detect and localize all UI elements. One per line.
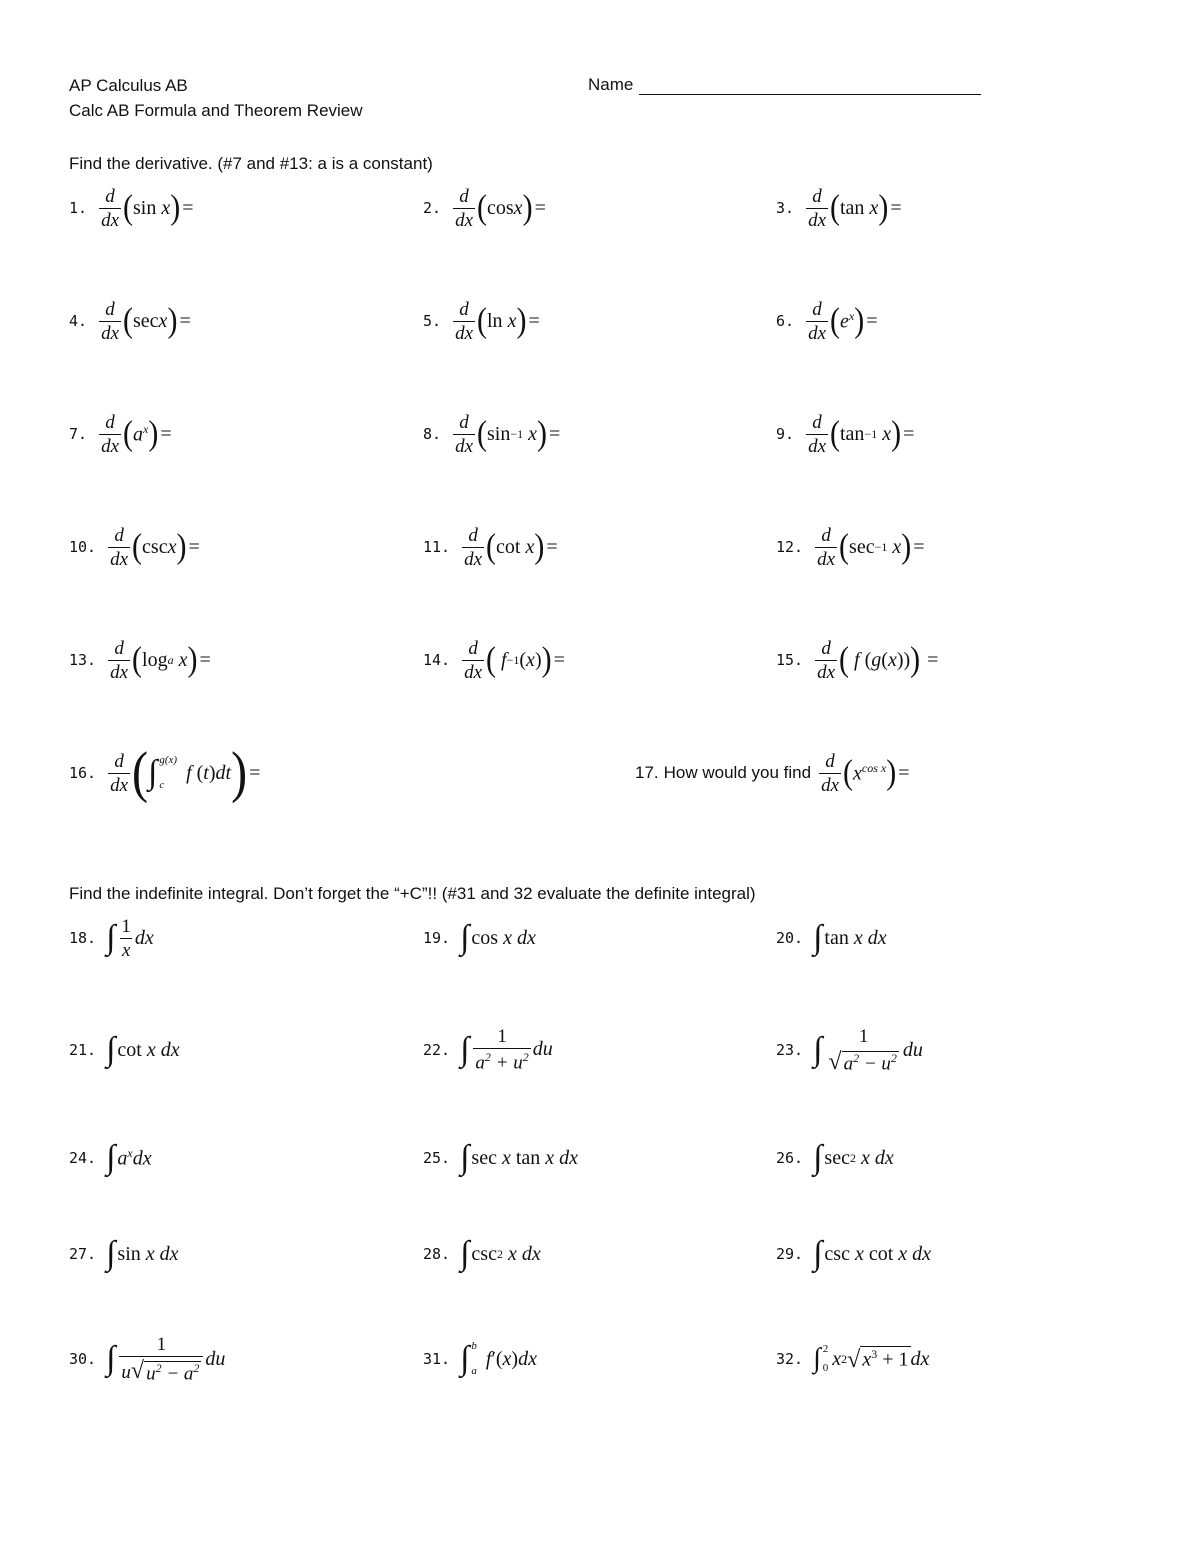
problem-1: 1. $\frac{d}{dx}$ ( sin x ) = bbox=[69, 185, 194, 231]
integral-instruction: Find the indefinite integral. Don’t forget the “+C”!! (#31 and 32 evaluate the definite integral) bbox=[69, 884, 756, 903]
problem-3: 3. $\frac{d}{dx}$ ( tan x ) = bbox=[776, 185, 902, 231]
problem-31: 31. ∫ b a f ′( x ) dx bbox=[423, 1340, 537, 1377]
problem-8: 8. $\frac{d}{dx}$ ( sin −1 x ) = bbox=[423, 411, 561, 457]
problem-19: 19. ∫ cos x dx bbox=[423, 919, 536, 956]
problem-25: 25. ∫ sec x tan x dx bbox=[423, 1139, 579, 1176]
name-input-line[interactable] bbox=[639, 76, 981, 95]
problem-11: 11. $\frac{d}{dx}$ ( cot x ) = bbox=[423, 524, 558, 570]
problem-14: 14. $\frac{d}{dx}$ ( f −1 ( x ) ) = bbox=[423, 637, 565, 683]
problem-32: 32. ∫ 2 0 x 2 √ $x^3 + 1$ dx bbox=[776, 1343, 930, 1374]
worksheet-subtitle: Calc AB Formula and Theorem Review bbox=[69, 101, 363, 120]
problem-17-text: How would you find bbox=[663, 763, 812, 782]
problem-29: 29. ∫ csc x cot x dx bbox=[776, 1235, 932, 1272]
problem-12: 12. $\frac{d}{dx}$ ( sec −1 x ) = bbox=[776, 524, 925, 570]
problem-26: 26. ∫ sec 2 x dx bbox=[776, 1139, 894, 1176]
problem-27: 27. ∫ sin x dx bbox=[69, 1235, 179, 1272]
problem-6: 6. $\frac{d}{dx}$ ( $e^x$ ) = bbox=[776, 298, 878, 344]
problem-16: 16. $\frac{d}{dx}$ ( ∫ g(x) c f ( t ) dt ) = bbox=[69, 740, 261, 805]
name-field[interactable] bbox=[588, 75, 981, 95]
problem-10: 10. $\frac{d}{dx}$ ( csc x ) = bbox=[69, 524, 200, 570]
problem-15: 15. $\frac{d}{dx}$ ( f ( g ( x )) ) = bbox=[776, 637, 939, 683]
derivative-instruction: Find the derivative. (#7 and #13: a is a constant) bbox=[69, 154, 433, 173]
problem-28: 28. ∫ csc 2 x dx bbox=[423, 1235, 541, 1272]
problem-2: 2. $\frac{d}{dx}$ ( cos x ) = bbox=[423, 185, 546, 231]
problem-21: 21. ∫ cot x dx bbox=[69, 1031, 180, 1068]
problem-24: 24. ∫ $a^xdx$ bbox=[69, 1139, 152, 1176]
problem-20: 20. ∫ tan x dx bbox=[776, 919, 887, 956]
problem-7: 7. $\frac{d}{dx}$ ( $a^x$ ) = bbox=[69, 411, 172, 457]
problem-9: 9. $\frac{d}{dx}$ ( tan −1 x ) = bbox=[776, 411, 915, 457]
problem-13: 13. $\frac{d}{dx}$ ( log a x ) = bbox=[69, 637, 211, 683]
problem-5: 5. $\frac{d}{dx}$ ( ln x ) = bbox=[423, 298, 540, 344]
problem-4: 4. $\frac{d}{dx}$ ( sec x ) = bbox=[69, 298, 191, 344]
problem-17: 17. How would you find $\frac{d}{dx}$ ( $x^{cos x}$ ) = bbox=[635, 750, 910, 796]
course-title: AP Calculus AB bbox=[69, 76, 188, 95]
problem-18: 18. ∫ $\frac{1}{x}$ dx bbox=[69, 915, 154, 961]
name-label: Name bbox=[588, 75, 634, 94]
problem-22: 22. ∫ $\frac{1}{a^2 + u^2}$ du bbox=[423, 1026, 553, 1074]
problem-30: 30. ∫ 1 u √ $u^2 - a^2$ du bbox=[69, 1334, 226, 1384]
problem-23: 23. ∫ 1 √ $a^2 - u^2$ du bbox=[776, 1025, 923, 1075]
